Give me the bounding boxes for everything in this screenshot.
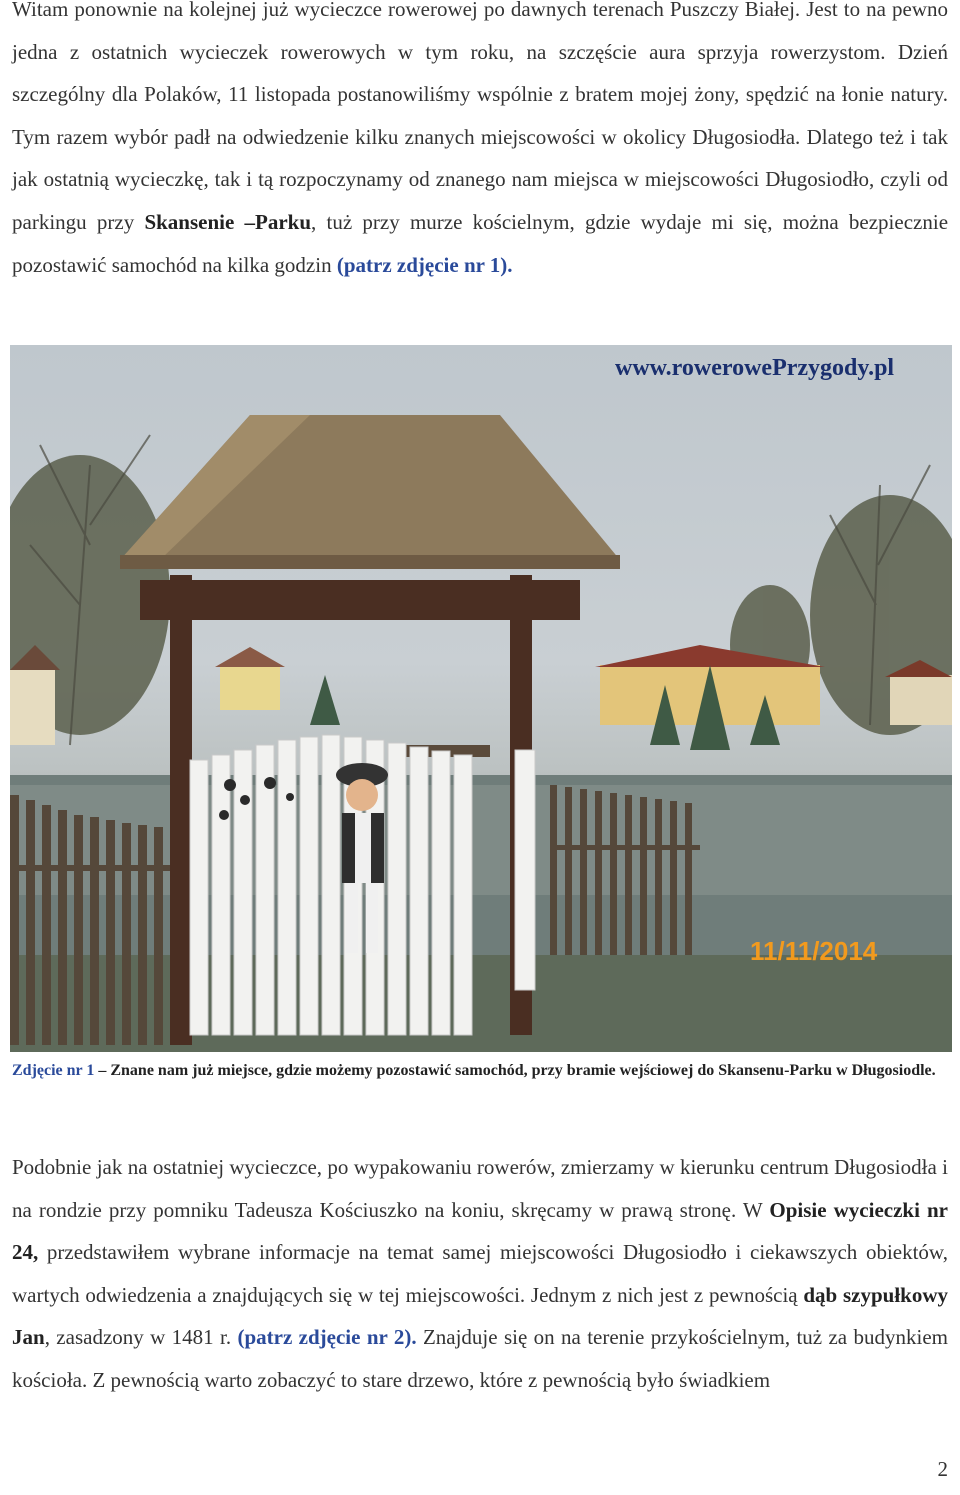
oak-name-bold: dąb szypułkowy Jan xyxy=(12,1282,949,1350)
skansen-park-bold: Skansenie –Parku xyxy=(144,209,312,234)
caption-label: Zdjęcie nr 1 xyxy=(12,1062,95,1079)
date-stamp: 11/11/2014 xyxy=(750,936,878,966)
page-number: 2 xyxy=(937,1457,948,1481)
opis-wycieczki-bold: Opisie wycieczki nr 24, xyxy=(12,1197,948,1265)
photo-skansen-gate xyxy=(10,345,952,1052)
gate-photo-illustration xyxy=(10,345,952,1052)
photo1-caption xyxy=(12,1054,948,1087)
caption-text: – Znane nam już miejsce, gdzie możemy pozostawić samochód, przy bramie wejściowej do Skansenu-Parku w Długosiodle. xyxy=(94,1062,936,1079)
watermark-text: www.rowerowePrzygody.pl xyxy=(615,355,895,381)
intro-paragraph xyxy=(12,0,948,286)
route-text-cont: przedstawiłem wybrane informacje na temat samej miejscowości Długosiodło i ciekawszych obiektów, wartych odwiedzenia a znajdujących się w tej miejscowości. Jednym z nich jest z pewnością xyxy=(12,1240,948,1307)
route-text-year: , zasadzony w 1481 r. xyxy=(44,1325,232,1350)
route-paragraph xyxy=(12,1146,948,1402)
route-text-end: Znajduje się on na terenie przykościelnym, tuż za budynkiem kościoła. Z pewnością warto zobaczyć to stare drzewo, które z pewnością było świadkiem xyxy=(12,1325,948,1392)
photo1-reference: (patrz zdjęcie nr 1). xyxy=(336,252,513,277)
route-text: Podobnie jak na ostatniej wycieczce, po wypakowaniu rowerów, zmierzamy w kierunku centrum Długosiodła i na rondzie przy pomniku Tadeusza Kościuszko na koniu, skręcamy w prawą stronę. W xyxy=(12,1155,948,1222)
intro-text-cont: , tuż przy murze kościelnym, gdzie wydaje mi się, można bezpiecznie pozostawić samochód na kilka godzin xyxy=(12,209,949,277)
photo2-reference: (patrz zdjęcie nr 2). xyxy=(237,1325,417,1350)
intro-text: Witam ponownie na kolejnej już wycieczce rowerowej po dawnych terenach Puszczy Białej. Jest to na pewno jedna z ostatnich wycieczek rowerowych w tym roku, na szczęście aura sprzyja rowerzystom. Dzień szczególny dla Polaków, 11 listopada postanowiliśmy wspólnie z bratem mojej żony, spędzić na łonie natury. Tym razem wybór padł na odwiedzenie kilku znanych miejscowości w okolicy Długosiodła. Dlatego też i tak jak ostatnią wycieczkę, tak i tą rozpoczynamy od znanego nam miejsca w miejscowości Długosiodło, czyli od parkingu przy xyxy=(12,0,948,234)
